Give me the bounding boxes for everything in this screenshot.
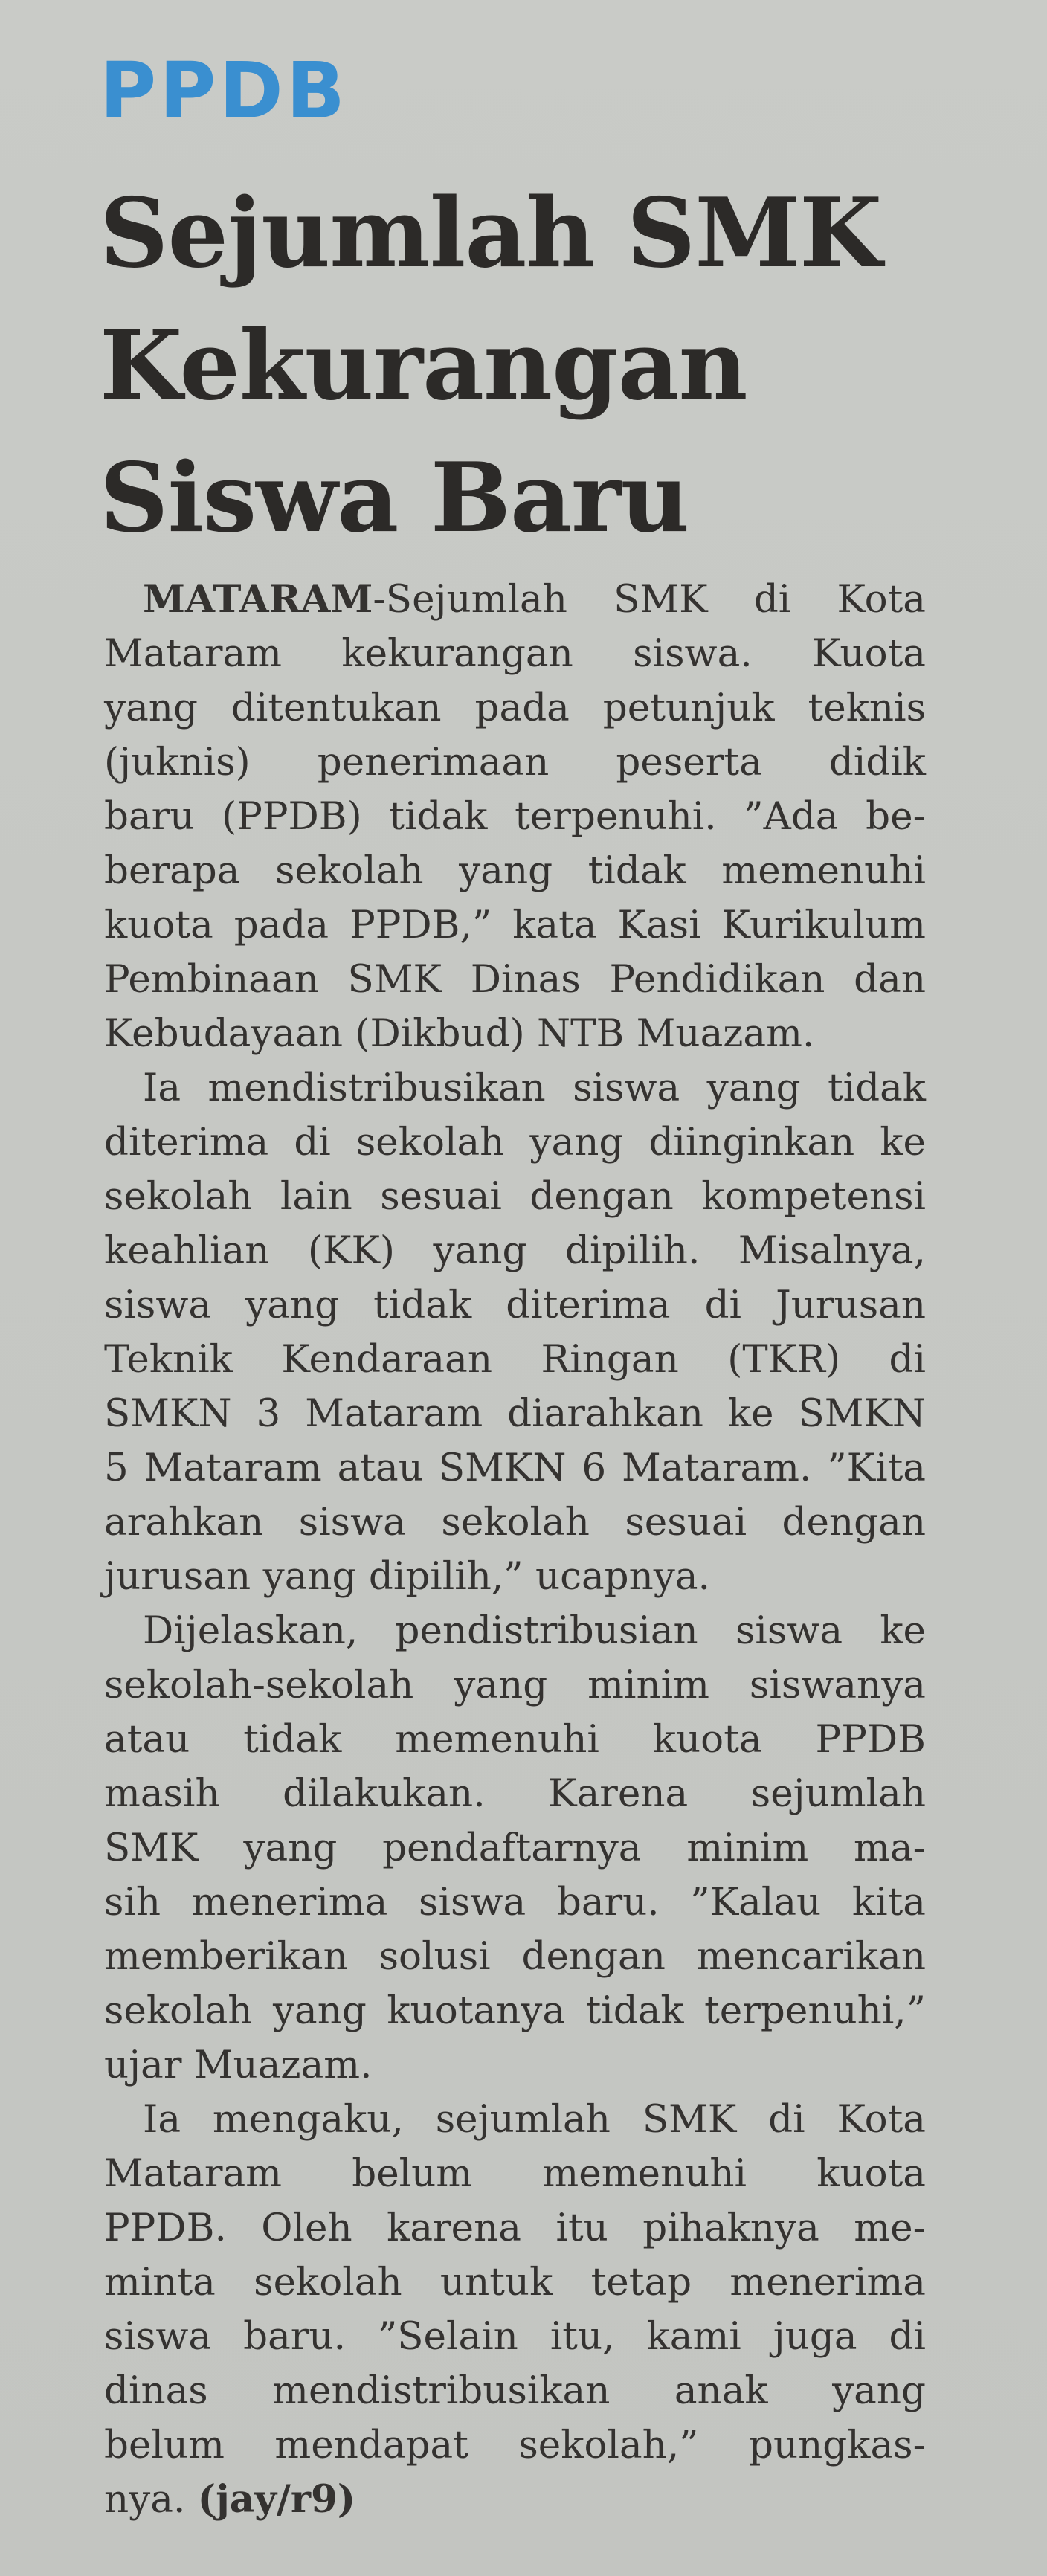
text-line: masih dilakukan. Karena sejumlah	[104, 1771, 926, 1816]
text-line: (juknis) penerimaan peserta didik	[104, 740, 926, 785]
text-line: sih menerima siswa baru. ”Kalau kita	[104, 1880, 926, 1925]
text-line: 5 Mataram atau SMKN 6 Mataram. ”Kita	[104, 1446, 926, 1490]
text-line: Pembinaan SMK Dinas Pendidikan dan	[104, 957, 926, 1002]
text-line: Dijelaskan, pendistribusian siswa ke	[143, 1609, 926, 1653]
text-line: keahlian (KK) yang dipilih. Misalnya,	[104, 1229, 926, 1273]
text-line: atau tidak memenuhi kuota PPDB	[104, 1717, 926, 1762]
text-line: ujar Muazam.	[104, 2043, 373, 2087]
text-line: memberikan solusi dengan mencarikan	[104, 1934, 926, 1979]
text-line: yang ditentukan pada petunjuk teknis	[104, 686, 926, 730]
dateline: MATARAM	[143, 577, 373, 622]
paragraph	[104, 2093, 926, 2527]
headline-line: Sejumlah SMK	[100, 178, 882, 289]
text-line: siswa baru. ”Selain itu, kami juga di	[104, 2314, 926, 2359]
text-line: Teknik Kendaraan Ringan (TKR) di	[104, 1337, 926, 1382]
paragraph	[104, 573, 926, 1061]
text-line: PPDB. Oleh karena itu pihaknya me-	[104, 2206, 926, 2250]
text-line: Mataram kekurangan siswa. Kuota	[104, 631, 926, 676]
text-line: MATARAM-Sejumlah SMK di Kota	[143, 577, 926, 622]
author-credit: (jay/r9)	[197, 2477, 356, 2522]
text-line: kuota pada PPDB,” kata Kasi Kurikulum	[104, 903, 926, 947]
text-line: SMK yang pendaftarnya minim ma-	[104, 1826, 926, 1870]
text-line: Kebudayaan (Dikbud) NTB Muazam.	[104, 1011, 815, 1056]
headline	[100, 167, 992, 564]
text-line: berapa sekolah yang tidak memenuhi	[104, 849, 926, 893]
paragraph	[104, 1604, 926, 2093]
text-line: belum mendapat sekolah,” pungkas-	[104, 2423, 926, 2467]
text-line: baru (PPDB) tidak terpenuhi. ”Ada be-	[104, 794, 926, 839]
section-rubric: PPDB	[100, 45, 349, 136]
text-line: minta sekolah untuk tetap menerima	[104, 2260, 926, 2305]
article-body	[104, 573, 926, 2527]
text-line: sekolah yang kuotanya tidak terpenuhi,”	[104, 1989, 926, 2033]
text-line: jurusan yang dipilih,” ucapnya.	[104, 1554, 710, 1599]
paragraph	[104, 1061, 926, 1604]
text-line: Mataram belum memenuhi kuota	[104, 2151, 926, 2196]
text-line: Ia mendistribusikan siswa yang tidak	[143, 1066, 926, 1110]
text-line: nya. (jay/r9)	[104, 2477, 356, 2522]
text-line: arahkan siswa sekolah sesuai dengan	[104, 1500, 926, 1545]
text-line: sekolah lain sesuai dengan kompetensi	[104, 1174, 926, 1219]
text-line: SMKN 3 Mataram diarahkan ke SMKN	[104, 1391, 926, 1436]
text-line: diterima di sekolah yang diinginkan ke	[104, 1120, 926, 1165]
text-line: sekolah-sekolah yang minim siswanya	[104, 1663, 926, 1707]
headline-line: Siswa Baru	[100, 442, 689, 554]
text-line: dinas mendistribusikan anak yang	[104, 2369, 926, 2413]
headline-line: Kekurangan	[100, 310, 747, 422]
text-line: siswa yang tidak diterima di Jurusan	[104, 1283, 926, 1327]
text-line: Ia mengaku, sejumlah SMK di Kota	[143, 2097, 926, 2142]
